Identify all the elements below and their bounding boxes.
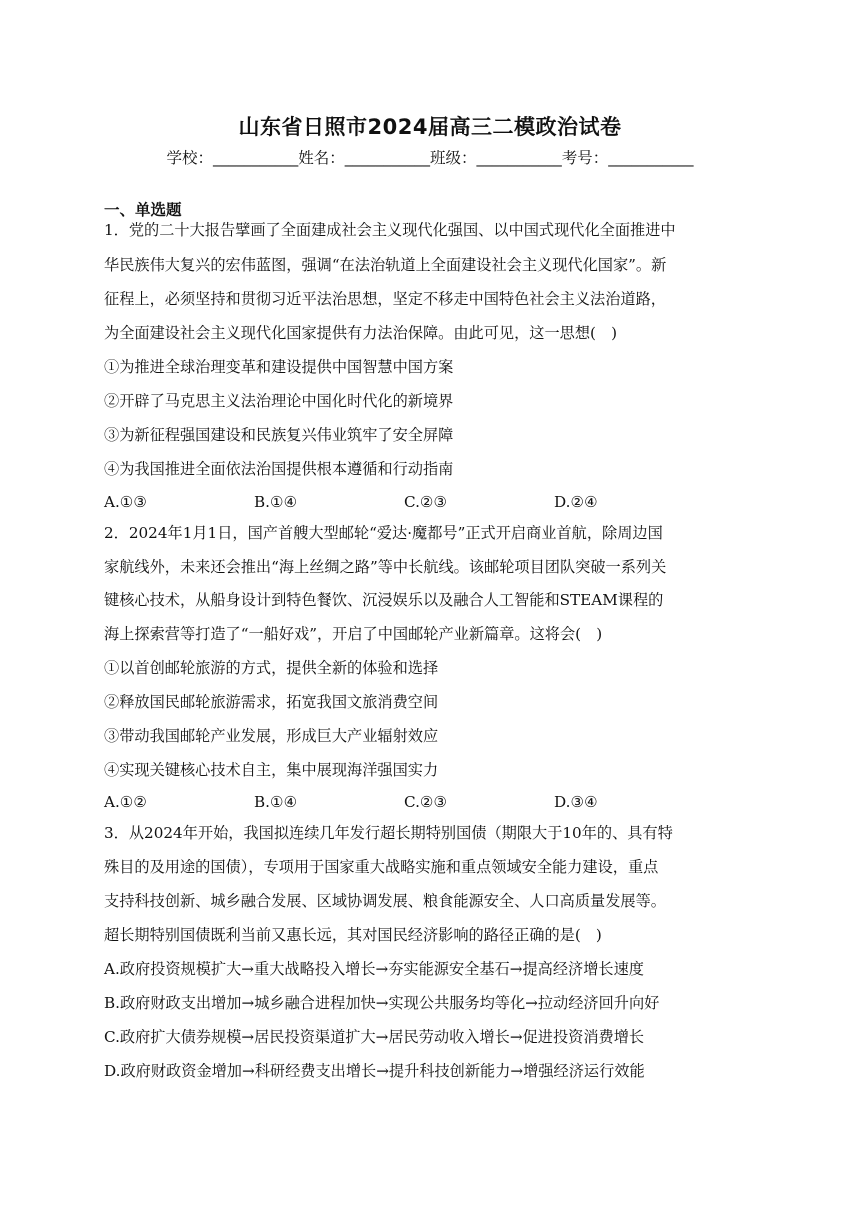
q2-choice-d: D.③④ (554, 793, 598, 811)
q2-option: ④实现关键核心技术自主，集中展现海洋强国实力 (104, 761, 439, 779)
q3-option-a: A.政府投资规模扩大→重大战略投入增长→夯实能源安全基石→提高经济增长速度 (104, 960, 644, 978)
q1-stem-line: 华民族伟大复兴的宏伟蓝图，强调“在法治轨道上全面建设社会主义现代化国家”。新 (104, 256, 667, 274)
q1-choice-c: C.②③ (404, 493, 448, 511)
q2-stem-line: 家航线外，未来还会推出“海上丝绸之路”等中长航线。该邮轮项目团队突破一系列关 (104, 558, 667, 576)
q2-choice-b: B.①④ (254, 793, 298, 811)
q2-stem-line: 键核心技术，从船身设计到特色餐饮、沉浸娱乐以及融合人工智能和STEAM课程的 (104, 591, 664, 609)
section-heading: 一、单选题 (104, 201, 182, 219)
q3-option-d: D.政府财政资金增加→科研经费支出增长→提升科技创新能力→增强经济运行效能 (104, 1062, 645, 1080)
q2-option: ③带动我国邮轮产业发展，形成巨大产业辐射效应 (104, 727, 439, 745)
q3-stem-line: 3．从2024年开始，我国拟连续几年发行超长期特别国债（期限大于10年的、具有特 (104, 824, 673, 842)
q3-stem-line: 支持科技创新、城乡融合发展、区域协调发展、粮食能源安全、人口高质量发展等。 (104, 892, 666, 910)
q1-option: ①为推进全球治理变革和建设提供中国智慧中国方案 (104, 358, 454, 376)
q2-option: ②释放国民邮轮旅游需求，拓宽我国文旅消费空间 (104, 693, 439, 711)
q2-option: ①以首创邮轮旅游的方式，提供全新的体验和选择 (104, 659, 439, 677)
q1-choice-b: B.①④ (254, 493, 298, 511)
q3-option-b: B.政府财政支出增加→城乡融合进程加快→实现公共服务均等化→拉动经济回升向好 (104, 994, 660, 1012)
q1-stem-line: 征程上，必须坚持和贯彻习近平法治思想，坚定不移走中国特色社会主义法治道路， (104, 290, 666, 308)
q2-choice-c: C.②③ (404, 793, 448, 811)
q2-stem-line: 海上探索营等打造了“一船好戏”，开启了中国邮轮产业新篇章。这将会( ) (104, 625, 603, 643)
page-title: 山东省日照市2024届高三二模政治试卷 (238, 115, 622, 139)
q2-answer-choices (104, 791, 724, 813)
q2-choice-a: A.①② (104, 793, 148, 811)
q1-option: ④为我国推进全面依法治国提供根本遵循和行动指南 (104, 460, 454, 478)
q3-option-c: C.政府扩大债券规模→居民投资渠道扩大→居民劳动收入增长→促进投资消费增长 (104, 1028, 645, 1046)
q1-option: ②开辟了马克思主义法治理论中国化时代化的新境界 (104, 392, 454, 410)
q1-option: ③为新征程强国建设和民族复兴伟业筑牢了安全屏障 (104, 426, 454, 444)
q1-answer-choices (104, 491, 724, 513)
q1-stem-line: 1．党的二十大报告擘画了全面建成社会主义现代化强国、以中国式现代化全面推进中 (104, 221, 676, 239)
q3-stem-line: 殊目的及用途的国债），专项用于国家重大战略实施和重点领域安全能力建设，重点 (104, 858, 659, 876)
q1-choice-a: A.①③ (104, 493, 148, 511)
q1-stem-line: 为全面建设社会主义现代化国家提供有力法治保障。由此可见，这一思想( ) (104, 324, 618, 342)
q3-stem-line: 超长期特别国债既利当前又惠长远，其对国民经济影响的路径正确的是( ) (104, 926, 602, 944)
q1-choice-d: D.②④ (554, 493, 598, 511)
student-info-line: 学校：___________姓名：___________班级：___________考号：___________ (166, 149, 694, 167)
q2-stem-line: 2．2024年1月1日，国产首艘大型邮轮“爱达·魔都号”正式开启商业首航，除周边国 (104, 524, 663, 542)
